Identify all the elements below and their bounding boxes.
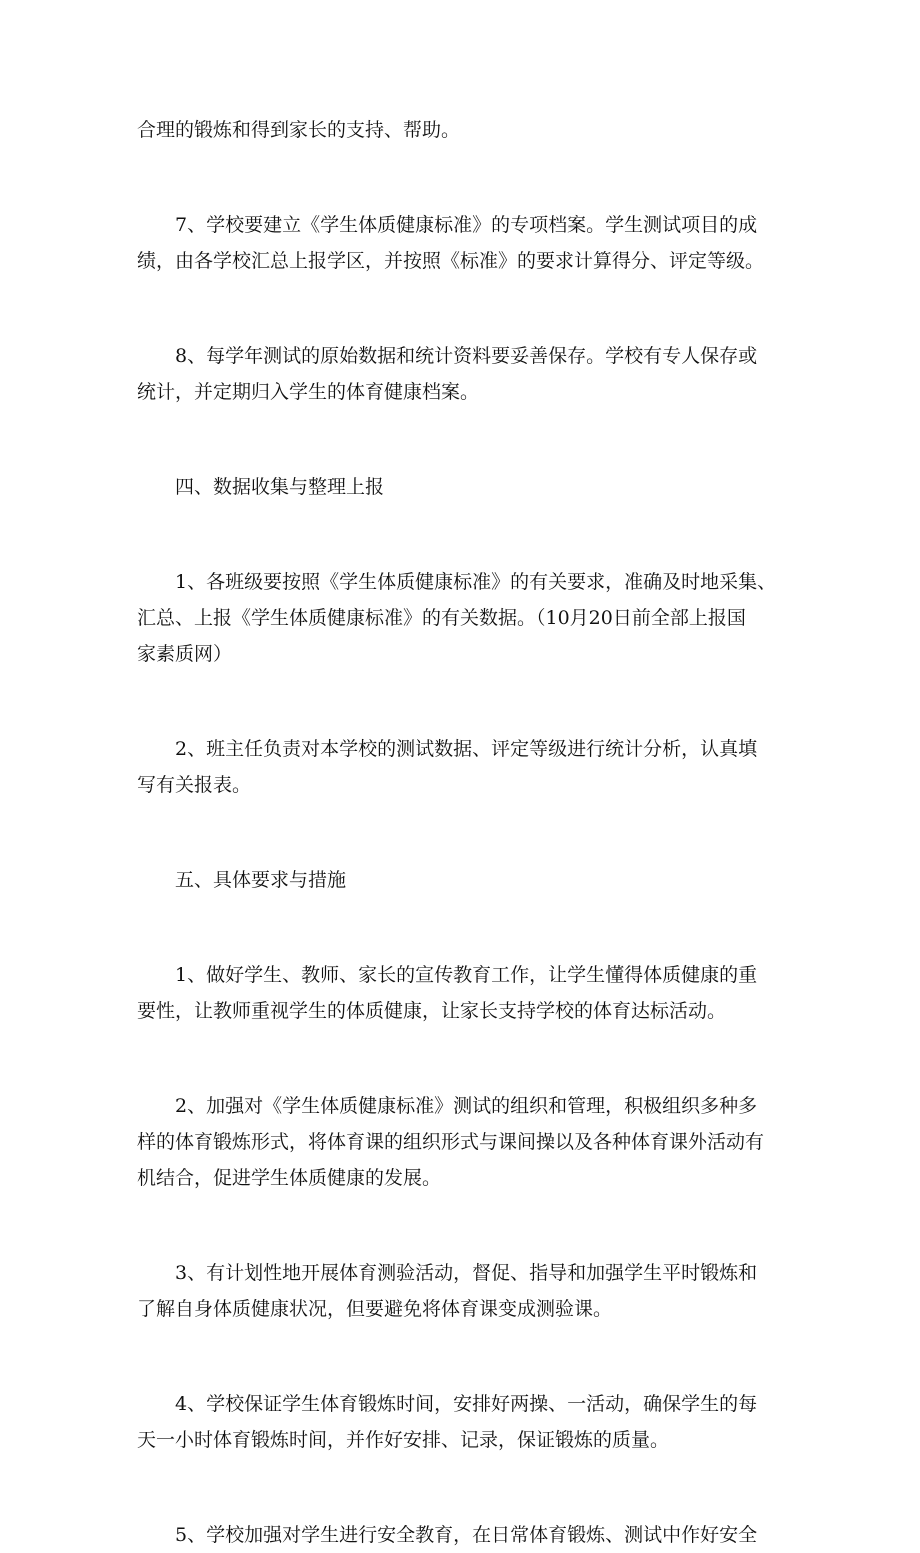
paragraph (137, 338, 813, 410)
paragraph-gap (137, 803, 813, 862)
text-line: 样的体育锻炼形式，将体育课的组织形式与课间操以及各种体育课外活动有 (137, 1131, 765, 1153)
text-line: 5、学校加强对学生进行安全教育，在日常体育锻炼、测试中作好安全 (175, 1524, 758, 1546)
text-line: 写有关报表。 (137, 774, 252, 796)
paragraph (137, 957, 813, 1029)
paragraph-gap (137, 1029, 813, 1088)
paragraph-gap (137, 279, 813, 338)
text-line: 家素质网） (137, 643, 233, 665)
text-line: 7、学校要建立《学生体质健康标准》的专项档案。学生测试项目的成 (175, 214, 758, 236)
paragraph (137, 1386, 813, 1458)
paragraph-gap (137, 672, 813, 731)
text-line: 天一小时体育锻炼时间，并作好安排、记录，保证锻炼的质量。 (137, 1429, 670, 1451)
text-line: 绩，由各学校汇总上报学区，并按照《标准》的要求计算得分、评定等级。 (137, 250, 765, 272)
text-line: 机结合，促进学生体质健康的发展。 (137, 1167, 442, 1189)
paragraph (137, 862, 813, 898)
text-line: 1、做好学生、教师、家长的宣传教育工作，让学生懂得体质健康的重 (175, 964, 758, 986)
text-line: 1、各班级要按照《学生体质健康标准》的有关要求，准确及时地采集、 (175, 571, 777, 593)
text-line: 了解自身体质健康状况，但要避免将体育课变成测验课。 (137, 1298, 613, 1320)
text-line: 四、数据收集与整理上报 (175, 476, 385, 498)
text-line: 8、每学年测试的原始数据和统计资料要妥善保存。学校有专人保存或 (175, 345, 758, 367)
text-line: 合理的锻炼和得到家长的支持、帮助。 (137, 119, 461, 141)
paragraph (137, 469, 813, 505)
paragraph (137, 112, 813, 148)
document-body (137, 112, 813, 1553)
text-line: 2、班主任负责对本学校的测试数据、评定等级进行统计分析，认真填 (175, 738, 758, 760)
paragraph (137, 731, 813, 803)
paragraph (137, 564, 813, 672)
paragraph (137, 207, 813, 279)
text-line: 4、学校保证学生体育锻炼时间，安排好两操、一活动，确保学生的每 (175, 1393, 758, 1415)
text-line: 2、加强对《学生体质健康标准》测试的组织和管理，积极组织多种多 (175, 1095, 758, 1117)
paragraph-gap (137, 1458, 813, 1517)
paragraph-gap (137, 410, 813, 469)
paragraph-gap (137, 505, 813, 564)
text-line: 3、有计划性地开展体育测验活动，督促、指导和加强学生平时锻炼和 (175, 1262, 758, 1284)
paragraph (137, 1255, 813, 1327)
paragraph-gap (137, 898, 813, 957)
paragraph-gap (137, 148, 813, 207)
text-line: 统计，并定期归入学生的体育健康档案。 (137, 381, 480, 403)
paragraph (137, 1517, 813, 1553)
text-line: 汇总、上报《学生体质健康标准》的有关数据。（10月20日前全部上报国 (137, 607, 746, 629)
paragraph-gap (137, 1327, 813, 1386)
paragraph (137, 1088, 813, 1196)
text-line: 要性，让教师重视学生的体质健康，让家长支持学校的体育达标活动。 (137, 1000, 727, 1022)
text-line: 五、具体要求与措施 (175, 869, 347, 891)
paragraph-gap (137, 1196, 813, 1255)
